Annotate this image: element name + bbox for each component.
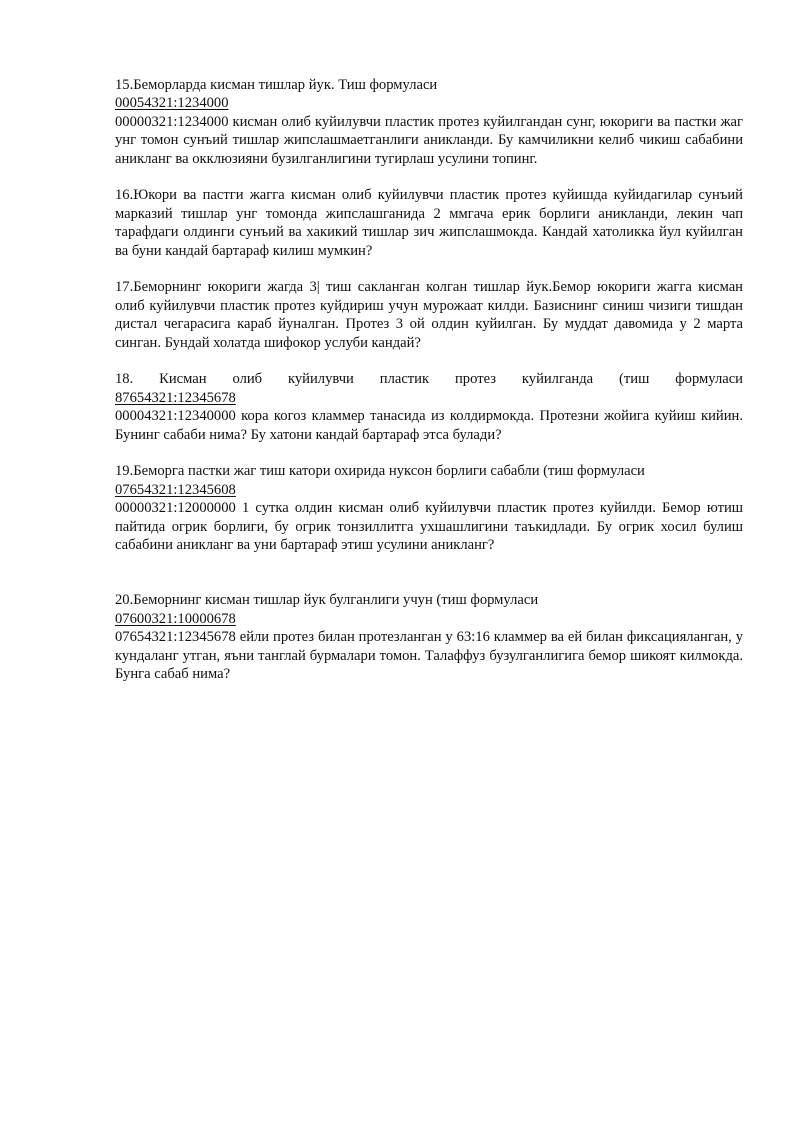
question-16 (115, 186, 743, 260)
question-15-formula: 00054321:1234000 (115, 95, 229, 112)
question-17-body: 17.Беморнинг юкориги жагда 3| тиш сакланган колган тишлар йук.Бемор юкориги жагга кисман олиб куйилувчи пластик протез куйдириш учун мурожаат килди. Базиснинг синиш чизиги тишдан дистал чегарасига караб йуналган. Протез 3 ой олдин куйилган. Бу муддат давомида у 2 марта синган. Бундай холатда шифокор услуби кандай? (115, 279, 743, 351)
question-16-body: 16.Юкори ва пастги жагга кисман олиб куйилувчи пластик протез куйишда куйидагилар сунъий марказий тишлар унг томонда жипслашганида 2 ммгача ерик борлиги аникланди, лекин чап тарафдаги олдинги сунъий ва хакикий тишлар зич жипслашмокда. Кандай хатоликка йул куйилган ва буни кандай бартараф килиш мумкин? (115, 187, 743, 259)
question-18-heading: 18. Кисман олиб куйилувчи пластик протез куйилганда (тиш формуласи (115, 371, 743, 388)
question-17 (115, 278, 743, 352)
document-page (115, 76, 743, 683)
question-20 (115, 591, 743, 683)
question-19 (115, 462, 743, 554)
question-15-heading: 15.Беморларда кисман тишлар йук. Тиш формуласи (115, 77, 438, 93)
question-20-formula: 07600321:10000678 (115, 610, 236, 627)
question-20-heading: 20.Беморнинг кисман тишлар йук булганлиги учун (тиш формуласи (115, 592, 539, 609)
question-18-body: 00004321:12340000 кора когоз кламмер танасида из колдирмокда. Протезни жойига куйиш кийин. Бунинг сабаби нима? Бу хатони кандай бартараф этса булади? (115, 408, 743, 443)
question-15 (115, 76, 743, 168)
question-20-body: 07654321:12345678 ейли протез билан протезланган у 63:16 кламмер ва ей билан фиксацияланган, у кундаланг утган, яъни танглай бурмалари томон. Талаффуз бузулганлигига бемор шикоят килмокда. Бунга сабаб нима? (115, 629, 743, 682)
question-19-body: 00000321:12000000 1 сутка олдин кисман олиб куйилувчи пластик протез куйилди. Бемор ютиш пайтида огрик борлиги, бу огрик тонзиллитга ухшашлигини таъкидлади. Бу огрик хосил булиш сабабини аникланг ва уни бартараф этиш усулини аникланг? (115, 500, 743, 554)
question-18 (115, 370, 743, 444)
question-15-body: 00000321:1234000 кисман олиб куйилувчи пластик протез куйилгандан сунг, юкориги ва пастки жаг унг томон сунъий тишлар жипслашмаетганлиги аникланди. Бу камчиликни келиб чикиш сабабини аникланг ва окклюзияни бузилганлигини тугирлаш усулини топинг. (115, 113, 743, 167)
question-19-formula: 07654321:12345608 (115, 481, 236, 498)
question-18-formula: 87654321:12345678 (115, 389, 236, 406)
question-19-heading: 19.Беморга пастки жаг тиш катори охирида нуксон борлиги сабабли (тиш формуласи (115, 463, 645, 480)
